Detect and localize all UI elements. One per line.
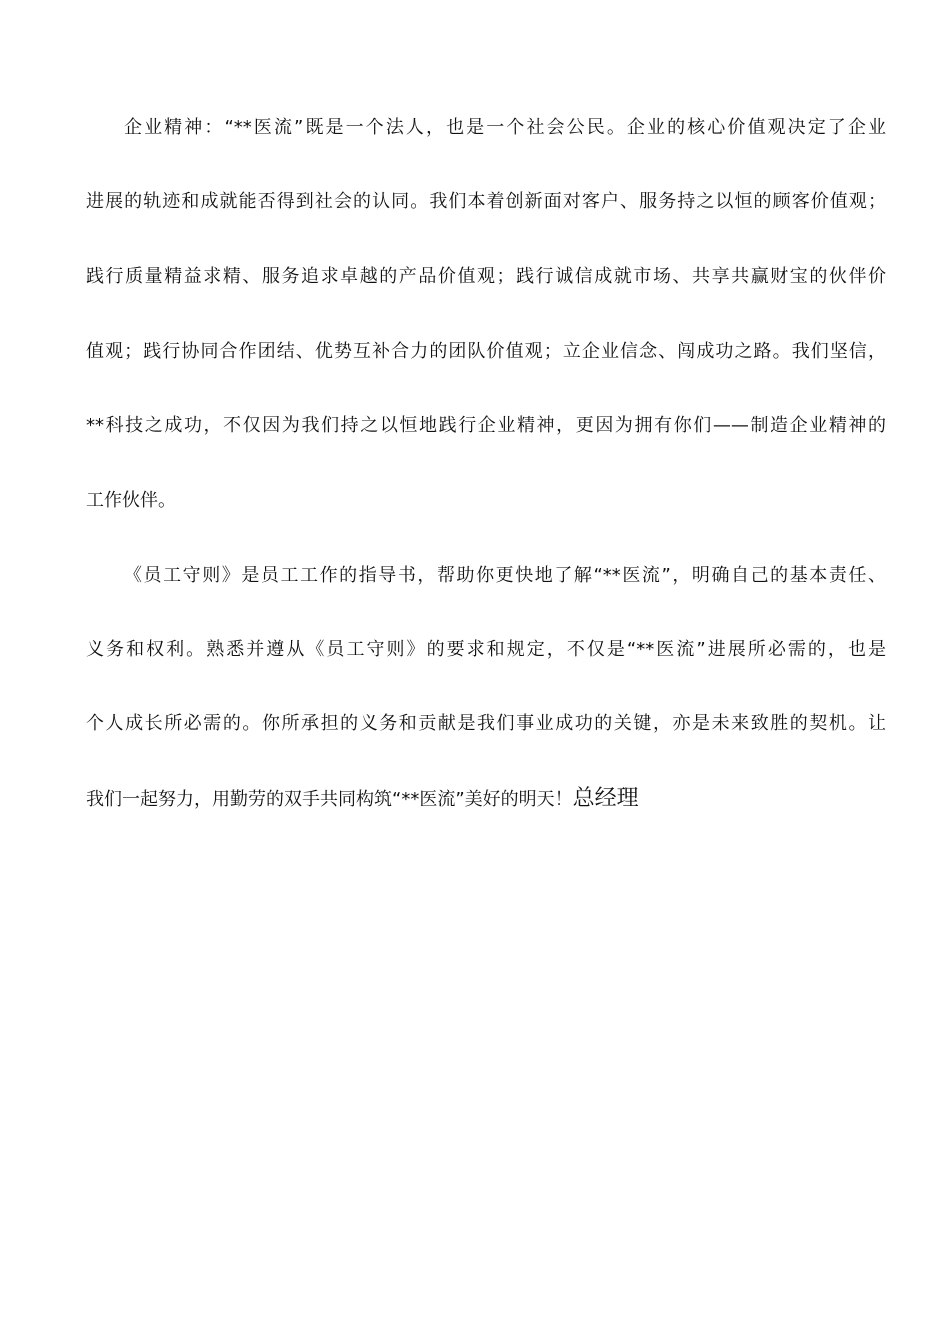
paragraph-2-line-2: 义务和权利。熟悉并遵从《员工守则》的要求和规定，不仅是“**医流”进展所必需的，也是 — [86, 639, 886, 660]
closing-sentence: 我们一起努力，用勤劳的双手共同构筑“**医流”美好的明天！ — [86, 789, 573, 810]
paragraph-1-line-1: 企业精神：“**医流”既是一个法人，也是一个社会公民。企业的核心价值观决定了企业 — [124, 117, 886, 138]
paragraph-2-line-1: 《员工守则》是员工工作的指导书，帮助你更快地了解“**医流”，明确自己的基本责任、 — [124, 565, 886, 586]
paragraph-1-line-6: 工作伙伴。 — [86, 490, 176, 511]
paragraph-1-line-2: 进展的轨迹和成就能否得到社会的认同。我们本着创新面对客户、服务持之以恒的顾客价值观； — [86, 191, 886, 212]
paragraph-2-line-4 — [86, 784, 886, 814]
paragraph-2-line-3: 个人成长所必需的。你所承担的义务和贡献是我们事业成功的关键，亦是未来致胜的契机。让 — [86, 713, 886, 734]
paragraph-1-line-4: 值观；践行协同合作团结、优势互补合力的团队价值观；立企业信念、闯成功之路。我们坚信， — [86, 341, 886, 362]
paragraph-1-line-5: **科技之成功，不仅因为我们持之以恒地践行企业精神，更因为拥有你们——制造企业精神的 — [86, 415, 886, 436]
paragraph-1-line-3: 践行质量精益求精、服务追求卓越的产品价值观；践行诚信成就市场、共享共赢财宝的伙伴价 — [86, 266, 886, 287]
signature: 总经理 — [572, 786, 639, 811]
